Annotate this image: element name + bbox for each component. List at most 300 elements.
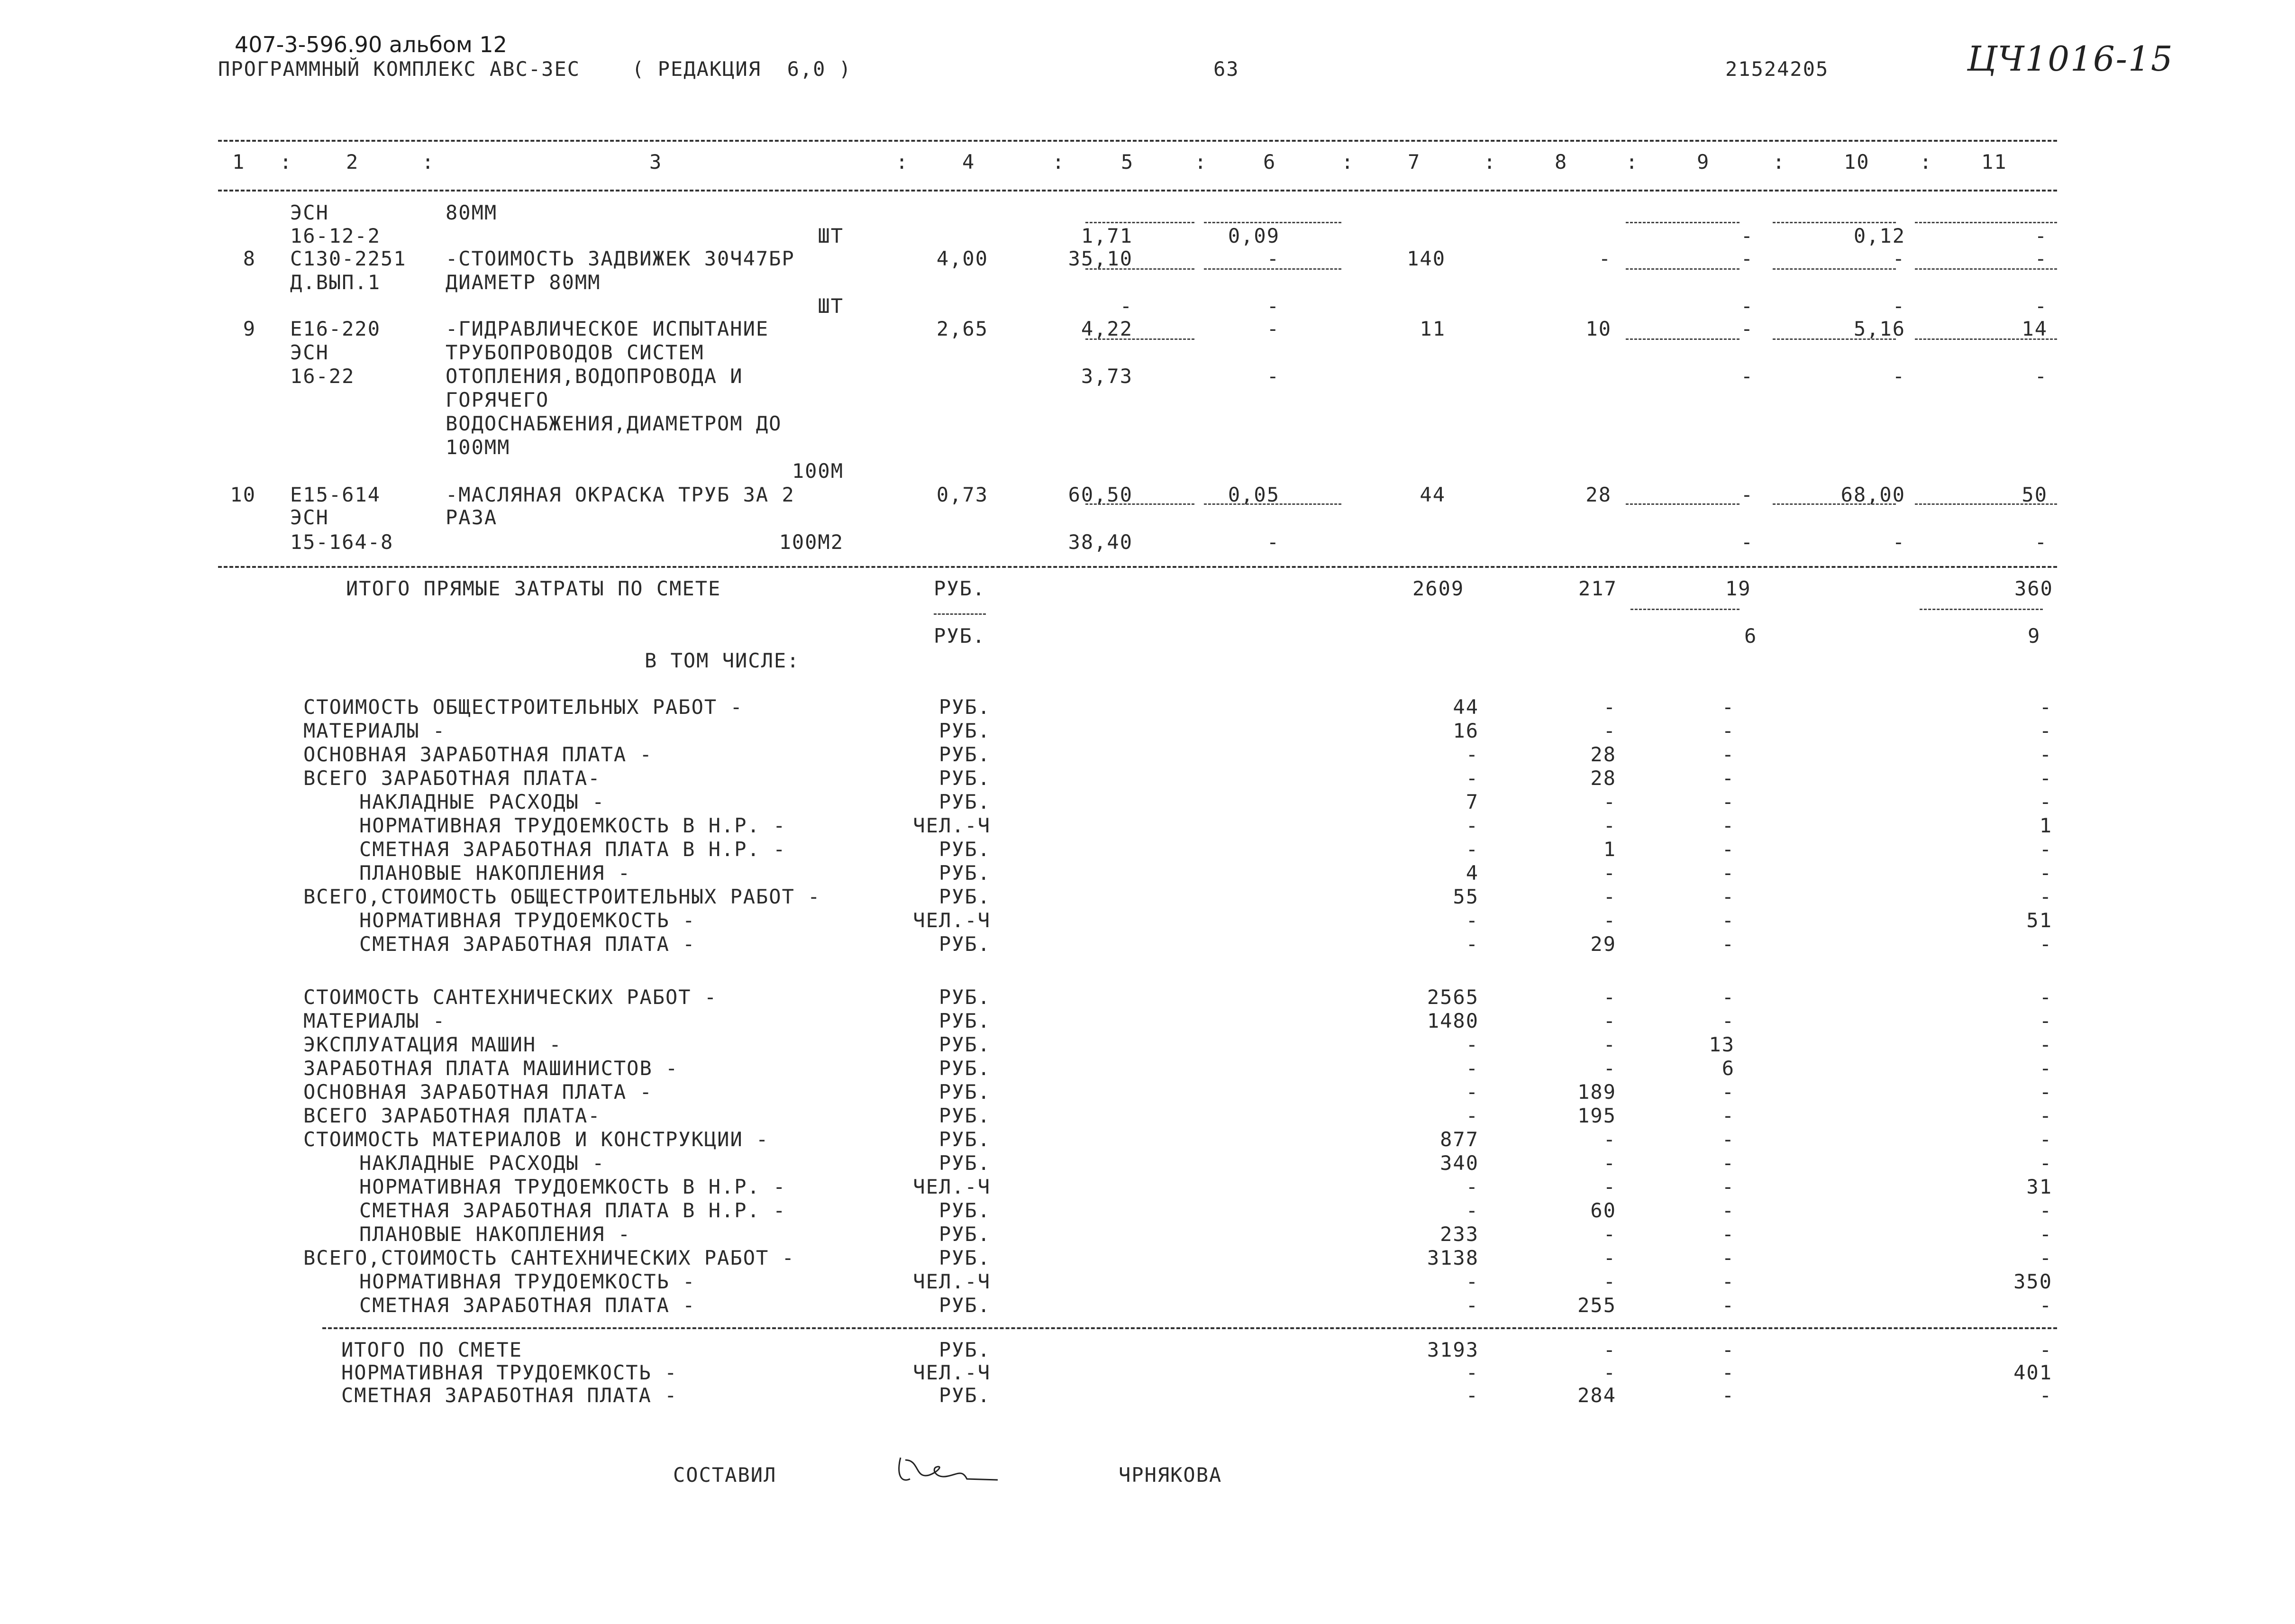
- plumbing_works-label: СТОИМОСТЬ САНТЕХНИЧЕСКИХ РАБОТ -: [303, 985, 718, 1009]
- column-number-4: 4: [962, 150, 975, 173]
- totals-col11: 401: [2013, 1361, 2052, 1384]
- plumbing_works-col9: -: [1721, 1270, 1735, 1293]
- cell-underline: [1204, 268, 1341, 270]
- plumbing_works-col9: -: [1721, 1294, 1735, 1317]
- row-cell-c2: Е15-614: [290, 483, 381, 506]
- totals-col7: 3193: [1427, 1338, 1479, 1361]
- general_works-label: НАКЛАДНЫЕ РАСХОДЫ -: [359, 790, 605, 813]
- row-cell-c6: 0,09: [1228, 224, 1280, 247]
- plumbing_works-col11: -: [2039, 1294, 2052, 1317]
- plumbing_works-col7: 2565: [1427, 985, 1479, 1009]
- row-cell-c5: 38,40: [1068, 530, 1133, 554]
- row-cell-c11: 14: [2022, 317, 2048, 340]
- row-cell-c9: -: [1740, 483, 1754, 506]
- plumbing_works-label: ЭКСПЛУАТАЦИЯ МАШИН -: [303, 1033, 562, 1056]
- totals-col9: -: [1721, 1384, 1735, 1407]
- general_works-label: НОРМАТИВНАЯ ТРУДОЕМКОСТЬ -: [359, 909, 696, 932]
- plumbing_works-unit: РУБ.: [938, 1009, 991, 1032]
- plumbing_works-col7: -: [1466, 1033, 1479, 1056]
- plumbing_works-unit: РУБ.: [938, 1294, 991, 1317]
- row-cell-c10: -: [1892, 365, 1905, 388]
- document-code: 21524205: [1725, 57, 1829, 81]
- plumbing_works-col11: -: [2039, 1057, 2052, 1080]
- column-separator: :: [1194, 150, 1208, 173]
- row-cell-c2: ЭСН: [290, 506, 329, 529]
- plumbing_works-col11: -: [2039, 1151, 2052, 1175]
- column-separator: :: [1484, 150, 1497, 173]
- column-number-8: 8: [1555, 150, 1568, 173]
- general_works-label: СТОИМОСТЬ ОБЩЕСТРОИТЕЛЬНЫХ РАБОТ -: [303, 695, 743, 719]
- general_works-col9: -: [1721, 885, 1735, 908]
- cell-underline: [1915, 338, 2057, 340]
- row-cell-c10: -: [1892, 530, 1905, 554]
- row-cell-c11: -: [2034, 224, 2048, 247]
- row-cell-c1: 8: [243, 247, 256, 270]
- plumbing_works-unit: РУБ.: [938, 1246, 991, 1269]
- row-cell-c3: ТРУБОПРОВОДОВ СИСТЕМ: [446, 341, 704, 364]
- cell-underline: [1204, 503, 1341, 505]
- column-separator: :: [896, 150, 909, 173]
- general_works-col8: 28: [1590, 766, 1616, 790]
- plumbing_works-unit: ЧЕЛ.-Ч: [913, 1175, 991, 1198]
- plumbing_works-col7: 233: [1440, 1223, 1479, 1246]
- row-cell-c3: ВОДОСНАБЖЕНИЯ,ДИАМЕТРОМ ДО: [446, 412, 782, 435]
- plumbing_works-unit: РУБ.: [938, 985, 991, 1009]
- totals-col7: -: [1466, 1361, 1479, 1384]
- plumbing_works-col9: -: [1721, 1223, 1735, 1246]
- column-separator: :: [422, 150, 435, 173]
- column-number-10: 10: [1844, 150, 1870, 173]
- plumbing_works-col8: -: [1603, 1009, 1616, 1032]
- general_works-label: ВСЕГО,СТОИМОСТЬ ОБЩЕСТРОИТЕЛЬНЫХ РАБОТ -: [303, 885, 821, 908]
- album-designation: 407-3-596.90 альбом 12: [235, 32, 507, 57]
- column-number-9: 9: [1697, 150, 1710, 173]
- row-cell-c3: -МАСЛЯНАЯ ОКРАСКА ТРУБ ЗА 2: [446, 483, 795, 506]
- row-cell-c5: 4,22: [1081, 317, 1133, 340]
- plumbing_works-label: ОСНОВНАЯ ЗАРАБОТНАЯ ПЛАТА -: [303, 1080, 653, 1104]
- plumbing_works-label: СТОИМОСТЬ МАТЕРИАЛОВ И КОНСТРУКЦИИ -: [303, 1128, 769, 1151]
- row-cell-c10: 5,16: [1853, 317, 1905, 340]
- row-cell-c10: -: [1892, 294, 1905, 318]
- plumbing_works-unit: РУБ.: [938, 1223, 991, 1246]
- row-cell-c6: -: [1266, 247, 1280, 270]
- general_works-col8: -: [1603, 719, 1616, 742]
- row-unit: ШТ: [818, 224, 844, 247]
- general_works-unit: РУБ.: [938, 885, 991, 908]
- row-cell-c9: -: [1740, 365, 1754, 388]
- direct-costs-unit-2: РУБ.: [934, 624, 986, 648]
- row-cell-c11: 50: [2022, 483, 2048, 506]
- general_works-col7: -: [1466, 932, 1479, 956]
- row-cell-c11: -: [2034, 530, 2048, 554]
- general_works-col7: 55: [1453, 885, 1479, 908]
- plumbing_works-unit: РУБ.: [938, 1080, 991, 1104]
- totals-col9: -: [1721, 1338, 1735, 1361]
- row-cell-c6: -: [1266, 294, 1280, 318]
- plumbing_works-col7: -: [1466, 1080, 1479, 1104]
- plumbing_works-col8: -: [1603, 1151, 1616, 1175]
- totals-rule: [322, 1327, 2057, 1329]
- cell-underline: [1085, 222, 1194, 223]
- cell-underline: [1915, 222, 2057, 223]
- row-cell-c2: ЭСН: [290, 201, 329, 224]
- plumbing_works-col11: -: [2039, 1223, 2052, 1246]
- compiled-label: СОСТАВИЛ: [673, 1463, 777, 1487]
- general_works-col7: -: [1466, 743, 1479, 766]
- plumbing_works-col7: 3138: [1427, 1246, 1479, 1269]
- general_works-col8: -: [1603, 885, 1616, 908]
- plumbing_works-col7: -: [1466, 1294, 1479, 1317]
- plumbing_works-label: СМЕТНАЯ ЗАРАБОТНАЯ ПЛАТА -: [359, 1294, 696, 1317]
- general_works-col9: -: [1721, 909, 1735, 932]
- row-unit: ШТ: [818, 294, 844, 318]
- plumbing_works-col9: -: [1721, 985, 1735, 1009]
- general_works-unit: РУБ.: [938, 790, 991, 813]
- plumbing_works-unit: РУБ.: [938, 1151, 991, 1175]
- cell-underline: [1626, 503, 1739, 505]
- row-unit: 100М: [792, 459, 844, 483]
- general_works-col7: 4: [1466, 861, 1479, 885]
- cell-underline: [1085, 338, 1194, 340]
- direct-costs-underline-11: [1920, 609, 2043, 610]
- including-label: В ТОМ ЧИСЛЕ:: [645, 649, 800, 672]
- cell-underline: [1773, 338, 1896, 340]
- cell-underline: [1773, 222, 1896, 223]
- plumbing_works-col9: -: [1721, 1199, 1735, 1222]
- plumbing_works-unit: РУБ.: [938, 1057, 991, 1080]
- row-unit: 100М2: [779, 530, 844, 554]
- plumbing_works-col9: 13: [1709, 1033, 1735, 1056]
- plumbing_works-col7: -: [1466, 1057, 1479, 1080]
- page-number: 63: [1213, 57, 1239, 81]
- row-cell-c6: -: [1266, 530, 1280, 554]
- general_works-col11: -: [2039, 719, 2052, 742]
- row-cell-c6: -: [1266, 365, 1280, 388]
- row-cell-c2: 15-164-8: [290, 530, 394, 554]
- plumbing_works-col8: -: [1603, 985, 1616, 1009]
- row-cell-c11: -: [2034, 294, 2048, 318]
- plumbing_works-col8: -: [1603, 1057, 1616, 1080]
- plumbing_works-label: ВСЕГО,СТОИМОСТЬ САНТЕХНИЧЕСКИХ РАБОТ -: [303, 1246, 795, 1269]
- row-cell-c10: 0,12: [1853, 224, 1905, 247]
- general_works-col8: -: [1603, 695, 1616, 719]
- totals-label: СМЕТНАЯ ЗАРАБОТНАЯ ПЛАТА -: [341, 1384, 678, 1407]
- general_works-col8: -: [1603, 814, 1616, 837]
- row-cell-c3: ОТОПЛЕНИЯ,ВОДОПРОВОДА И: [446, 365, 743, 388]
- row-cell-c11: -: [2034, 365, 2048, 388]
- general_works-unit: РУБ.: [938, 719, 991, 742]
- general_works-col11: -: [2039, 885, 2052, 908]
- row-cell-c5: 1,71: [1081, 224, 1133, 247]
- row-cell-c4: 4,00: [936, 247, 988, 270]
- plumbing_works-col9: -: [1721, 1009, 1735, 1032]
- general_works-unit: ЧЕЛ.-Ч: [913, 814, 991, 837]
- general_works-col9: -: [1721, 932, 1735, 956]
- plumbing_works-unit: РУБ.: [938, 1128, 991, 1151]
- general_works-col7: -: [1466, 909, 1479, 932]
- plumbing_works-col8: -: [1603, 1128, 1616, 1151]
- general_works-col9: -: [1721, 814, 1735, 837]
- plumbing_works-col7: 340: [1440, 1151, 1479, 1175]
- row-cell-c5: 3,73: [1081, 365, 1133, 388]
- general_works-col11: -: [2039, 932, 2052, 956]
- plumbing_works-col8: 195: [1577, 1104, 1616, 1127]
- direct-costs-label: ИТОГО ПРЯМЫЕ ЗАТРАТЫ ПО СМЕТЕ: [346, 577, 721, 600]
- totals-col9: -: [1721, 1361, 1735, 1384]
- plumbing_works-label: НАКЛАДНЫЕ РАСХОДЫ -: [359, 1151, 605, 1175]
- general_works-label: СМЕТНАЯ ЗАРАБОТНАЯ ПЛАТА -: [359, 932, 696, 956]
- general_works-col8: -: [1603, 861, 1616, 885]
- general_works-col11: -: [2039, 861, 2052, 885]
- general_works-col9: -: [1721, 838, 1735, 861]
- general_works-unit: РУБ.: [938, 743, 991, 766]
- general_works-col7: 16: [1453, 719, 1479, 742]
- direct-costs-unit: РУБ.: [934, 577, 986, 600]
- row-cell-c2: Е16-220: [290, 317, 381, 340]
- cell-underline: [1626, 268, 1739, 270]
- totals-unit: РУБ.: [938, 1384, 991, 1407]
- row-cell-c1: 10: [230, 483, 256, 506]
- general_works-unit: РУБ.: [938, 838, 991, 861]
- plumbing_works-col8: 255: [1577, 1294, 1616, 1317]
- general_works-col8: -: [1603, 909, 1616, 932]
- general_works-col9: -: [1721, 766, 1735, 790]
- column-separator: :: [1052, 150, 1066, 173]
- cell-underline: [1204, 222, 1341, 223]
- general_works-col9: -: [1721, 695, 1735, 719]
- row-cell-c7: 11: [1420, 317, 1446, 340]
- general_works-col8: 1: [1603, 838, 1616, 861]
- column-number-5: 5: [1121, 150, 1134, 173]
- program-title: ПРОГРАММНЫЙ КОМПЛЕКС АВС-ЗЕС ( РЕДАКЦИЯ 6,0 ): [218, 57, 852, 81]
- totals-label: НОРМАТИВНАЯ ТРУДОЕМКОСТЬ -: [341, 1361, 678, 1384]
- column-number-1: 1: [232, 150, 246, 173]
- plumbing_works-col11: -: [2039, 1033, 2052, 1056]
- direct-costs-col11: 360: [2014, 577, 2053, 600]
- signature: [891, 1446, 1005, 1498]
- column-number-6: 6: [1263, 150, 1276, 173]
- general_works-col11: 1: [2039, 814, 2052, 837]
- row-cell-c10: -: [1892, 247, 1905, 270]
- row-cell-c9: -: [1740, 224, 1754, 247]
- general_works-col11: 51: [2026, 909, 2052, 932]
- general_works-col7: -: [1466, 766, 1479, 790]
- plumbing_works-unit: РУБ.: [938, 1033, 991, 1056]
- row-cell-c3: РАЗА: [446, 506, 498, 529]
- general_works-unit: РУБ.: [938, 695, 991, 719]
- totals-col7: -: [1466, 1384, 1479, 1407]
- general_works-col8: 28: [1590, 743, 1616, 766]
- row-cell-c7: 44: [1420, 483, 1446, 506]
- plumbing_works-col8: 189: [1577, 1080, 1616, 1104]
- plumbing_works-label: НОРМАТИВНАЯ ТРУДОЕМКОСТЬ В Н.Р. -: [359, 1175, 786, 1198]
- plumbing_works-label: НОРМАТИВНАЯ ТРУДОЕМКОСТЬ -: [359, 1270, 696, 1293]
- plumbing_works-unit: РУБ.: [938, 1104, 991, 1127]
- row-cell-c6: -: [1266, 317, 1280, 340]
- plumbing_works-col11: -: [2039, 985, 2052, 1009]
- row-cell-c4: 2,65: [936, 317, 988, 340]
- plumbing_works-col8: -: [1603, 1270, 1616, 1293]
- row-cell-c3: ДИАМЕТР 80ММ: [446, 271, 601, 294]
- column-number-11: 11: [1981, 150, 2007, 173]
- column-number-3: 3: [649, 150, 663, 173]
- plumbing_works-col8: -: [1603, 1246, 1616, 1269]
- row-cell-c2: 16-12-2: [290, 224, 381, 247]
- row-cell-c7: 140: [1407, 247, 1446, 270]
- row-cell-c3: 80ММ: [446, 201, 498, 224]
- cell-underline: [1085, 268, 1194, 270]
- plumbing_works-col7: 877: [1440, 1128, 1479, 1151]
- cell-underline: [1915, 503, 2057, 505]
- general_works-label: СМЕТНАЯ ЗАРАБОТНАЯ ПЛАТА В Н.Р. -: [359, 838, 786, 861]
- header-top-rule: [218, 140, 2057, 142]
- plumbing_works-col11: 31: [2026, 1175, 2052, 1198]
- plumbing_works-label: ВСЕГО ЗАРАБОТНАЯ ПЛАТА-: [303, 1104, 601, 1127]
- totals-col11: -: [2039, 1338, 2052, 1361]
- row-cell-c2: ЭСН: [290, 341, 329, 364]
- header-bottom-rule: [218, 190, 2057, 192]
- plumbing_works-col7: 1480: [1427, 1009, 1479, 1032]
- row-cell-c3: ГОРЯЧЕГО: [446, 388, 549, 411]
- cell-underline: [1915, 268, 2057, 270]
- general_works-col7: -: [1466, 838, 1479, 861]
- plumbing_works-col11: -: [2039, 1246, 2052, 1269]
- direct-costs-col9b: 6: [1744, 624, 1758, 648]
- general_works-col8: 29: [1590, 932, 1616, 956]
- row-cell-c5: -: [1120, 294, 1133, 318]
- row-cell-c8: -: [1598, 247, 1612, 270]
- row-cell-c10: 68,00: [1840, 483, 1905, 506]
- general_works-col11: -: [2039, 743, 2052, 766]
- plumbing_works-label: ПЛАНОВЫЕ НАКОПЛЕНИЯ -: [359, 1223, 631, 1246]
- compiler-name: ЧРНЯКОВА: [1119, 1463, 1222, 1487]
- plumbing_works-label: СМЕТНАЯ ЗАРАБОТНАЯ ПЛАТА В Н.Р. -: [359, 1199, 786, 1222]
- row-cell-c2: 16-22: [290, 365, 355, 388]
- plumbing_works-col11: -: [2039, 1080, 2052, 1104]
- row-cell-c5: 60,50: [1068, 483, 1133, 506]
- row-cell-c6: 0,05: [1228, 483, 1280, 506]
- cell-underline: [1773, 503, 1896, 505]
- general_works-col9: -: [1721, 861, 1735, 885]
- plumbing_works-col9: 6: [1721, 1057, 1735, 1080]
- direct-costs-underline: [934, 613, 986, 615]
- column-separator: :: [280, 150, 293, 173]
- plumbing_works-unit: ЧЕЛ.-Ч: [913, 1270, 991, 1293]
- general_works-col8: -: [1603, 790, 1616, 813]
- direct-costs-col8: 217: [1578, 577, 1617, 600]
- plumbing_works-col11: 350: [2013, 1270, 2052, 1293]
- column-separator: :: [1626, 150, 1639, 173]
- general_works-col7: 44: [1453, 695, 1479, 719]
- totals-unit: ЧЕЛ.-Ч: [913, 1361, 991, 1384]
- general_works-label: МАТЕРИАЛЫ -: [303, 719, 446, 742]
- cell-underline: [1085, 503, 1194, 505]
- general_works-label: ПЛАНОВЫЕ НАКОПЛЕНИЯ -: [359, 861, 631, 885]
- column-separator: :: [1920, 150, 1933, 173]
- totals-col8: -: [1603, 1361, 1616, 1384]
- plumbing_works-col7: -: [1466, 1175, 1479, 1198]
- direct-costs-underline-9: [1630, 609, 1739, 610]
- plumbing_works-col8: -: [1603, 1033, 1616, 1056]
- cell-underline: [1773, 268, 1896, 270]
- direct-costs-col11b: 9: [2028, 624, 2041, 648]
- column-separator: :: [1773, 150, 1786, 173]
- cell-underline: [1626, 338, 1739, 340]
- plumbing_works-col9: -: [1721, 1175, 1735, 1198]
- plumbing_works-col11: -: [2039, 1009, 2052, 1032]
- general_works-unit: РУБ.: [938, 861, 991, 885]
- totals-col11: -: [2039, 1384, 2052, 1407]
- row-cell-c3: -ГИДРАВЛИЧЕСКОЕ ИСПЫТАНИЕ: [446, 317, 769, 340]
- plumbing_works-col11: -: [2039, 1199, 2052, 1222]
- row-cell-c9: -: [1740, 294, 1754, 318]
- general_works-unit: РУБ.: [938, 766, 991, 790]
- plumbing_works-col7: -: [1466, 1199, 1479, 1222]
- general_works-col7: 7: [1466, 790, 1479, 813]
- plumbing_works-col8: 60: [1590, 1199, 1616, 1222]
- handwritten-code: ЦЧ1016-15: [1967, 39, 2174, 79]
- general_works-col9: -: [1721, 790, 1735, 813]
- general_works-col11: -: [2039, 790, 2052, 813]
- plumbing_works-col9: -: [1721, 1151, 1735, 1175]
- totals-col8: 284: [1577, 1384, 1616, 1407]
- plumbing_works-unit: РУБ.: [938, 1199, 991, 1222]
- plumbing_works-label: МАТЕРИАЛЫ -: [303, 1009, 446, 1032]
- plumbing_works-col11: -: [2039, 1128, 2052, 1151]
- plumbing_works-col8: -: [1603, 1223, 1616, 1246]
- general_works-col7: -: [1466, 814, 1479, 837]
- row-cell-c9: -: [1740, 317, 1754, 340]
- plumbing_works-col9: -: [1721, 1246, 1735, 1269]
- totals-unit: РУБ.: [938, 1338, 991, 1361]
- row-cell-c5: 35,10: [1068, 247, 1133, 270]
- general_works-col11: -: [2039, 766, 2052, 790]
- column-number-7: 7: [1408, 150, 1421, 173]
- column-number-2: 2: [346, 150, 359, 173]
- row-cell-c2: Д.ВЫП.1: [290, 271, 381, 294]
- plumbing_works-label: ЗАРАБОТНАЯ ПЛАТА МАШИНИСТОВ -: [303, 1057, 679, 1080]
- direct-costs-col9: 19: [1725, 577, 1751, 600]
- general_works-unit: ЧЕЛ.-Ч: [913, 909, 991, 932]
- cell-underline: [1626, 222, 1739, 223]
- row-cell-c9: -: [1740, 247, 1754, 270]
- row-cell-c11: -: [2034, 247, 2048, 270]
- row-cell-c1: 9: [243, 317, 256, 340]
- plumbing_works-col8: -: [1603, 1175, 1616, 1198]
- column-separator: :: [1341, 150, 1355, 173]
- general_works-col11: -: [2039, 695, 2052, 719]
- row-cell-c8: 28: [1585, 483, 1612, 506]
- plumbing_works-col7: -: [1466, 1104, 1479, 1127]
- general_works-col9: -: [1721, 743, 1735, 766]
- general_works-col9: -: [1721, 719, 1735, 742]
- general_works-label: ОСНОВНАЯ ЗАРАБОТНАЯ ПЛАТА -: [303, 743, 653, 766]
- plumbing_works-col9: -: [1721, 1080, 1735, 1104]
- plumbing_works-col9: -: [1721, 1104, 1735, 1127]
- row-cell-c3: -СТОИМОСТЬ ЗАДВИЖЕК 30Ч47БР: [446, 247, 795, 270]
- direct-costs-col7: 2609: [1412, 577, 1465, 600]
- row-cell-c2: С130-2251: [290, 247, 407, 270]
- general_works-label: ВСЕГО ЗАРАБОТНАЯ ПЛАТА-: [303, 766, 601, 790]
- row-cell-c9: -: [1740, 530, 1754, 554]
- general_works-col11: -: [2039, 838, 2052, 861]
- row-cell-c3: 100ММ: [446, 436, 510, 459]
- items-end-rule: [218, 566, 2057, 568]
- plumbing_works-col7: -: [1466, 1270, 1479, 1293]
- totals-label: ИТОГО ПО СМЕТЕ: [341, 1338, 523, 1361]
- general_works-unit: РУБ.: [938, 932, 991, 956]
- general_works-label: НОРМАТИВНАЯ ТРУДОЕМКОСТЬ В Н.Р. -: [359, 814, 786, 837]
